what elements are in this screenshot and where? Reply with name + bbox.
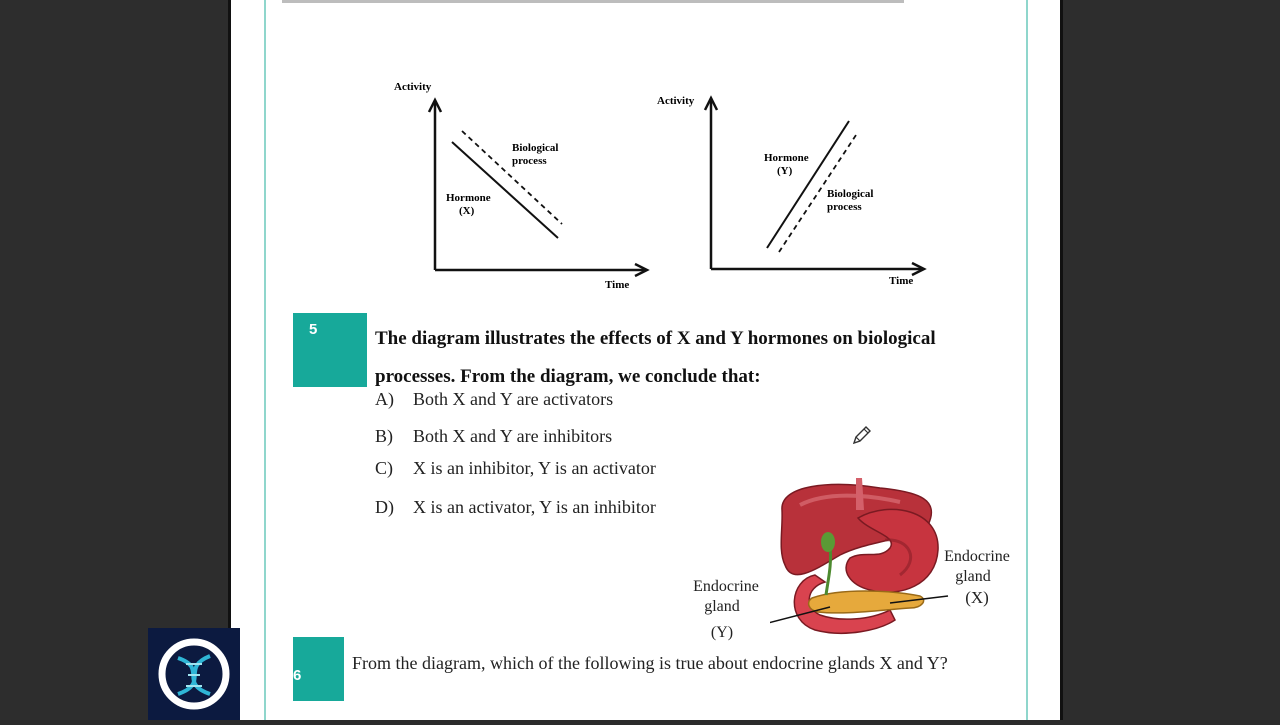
series-label-bio-2: process — [827, 201, 862, 213]
option-letter: D) — [375, 497, 394, 517]
option-text: Both X and Y are activators — [413, 389, 614, 409]
channel-logo — [148, 628, 240, 720]
label-endocrine-gland-y-2: gland — [704, 598, 740, 615]
label-endocrine-gland-y-3: (Y) — [710, 624, 734, 641]
series-label-bio-1: Biological — [512, 142, 559, 154]
option-d[interactable] — [375, 497, 656, 518]
question-number: 6 — [293, 667, 302, 684]
right-letterbox — [1060, 0, 1280, 720]
option-text: X is an activator, Y is an inhibitor — [413, 497, 656, 517]
y-axis-label: Activity — [394, 81, 432, 93]
chart-hormone-x — [380, 74, 660, 296]
label-endocrine-gland-x-2: gland — [955, 568, 991, 585]
question-text-line1: The diagram illustrates the effects of X and Y hormones on biological — [375, 328, 936, 349]
option-letter: B) — [375, 426, 393, 446]
left-letterbox — [0, 0, 231, 720]
option-b[interactable] — [375, 426, 612, 447]
top-rule — [282, 0, 904, 3]
label-endocrine-gland-x-3: (X) — [965, 588, 989, 607]
series-label-hormone-2: (X) — [459, 205, 475, 217]
option-a[interactable] — [375, 389, 613, 410]
option-letter: C) — [375, 458, 393, 478]
series-label-hormone-1: Hormone — [446, 192, 491, 204]
dna-logo-icon — [148, 628, 240, 720]
gallbladder — [821, 532, 835, 552]
series-hormone-y-line — [767, 121, 849, 248]
esophagus — [856, 478, 864, 510]
x-axis-label: Time — [889, 275, 914, 287]
pencil-icon[interactable] — [851, 424, 873, 446]
chart-hormone-y — [650, 88, 935, 294]
option-text: Both X and Y are inhibitors — [413, 426, 613, 446]
label-endocrine-gland-y-1: Endocrine — [693, 578, 759, 595]
series-label-bio-1: Biological — [827, 188, 874, 200]
series-label-hormone-1: Hormone — [764, 152, 809, 164]
digestive-organs-illustration — [770, 470, 960, 650]
x-axis-label: Time — [605, 279, 630, 291]
question-number-badge — [293, 637, 344, 701]
series-label-hormone-2: (Y) — [777, 165, 793, 177]
question-text: From the diagram, which of the following is true about endocrine glands X and Y? — [352, 653, 948, 673]
series-label-bio-2: process — [512, 155, 547, 167]
option-letter: A) — [375, 389, 394, 409]
option-c[interactable] — [375, 458, 656, 479]
y-axis-label: Activity — [657, 95, 695, 107]
option-text: X is an inhibitor, Y is an activator — [413, 458, 656, 478]
label-endocrine-gland-x-1: Endocrine — [944, 548, 1010, 565]
question-text-line2: processes. From the diagram, we conclude that: — [375, 366, 761, 387]
question-number-badge: 5 — [293, 313, 367, 387]
